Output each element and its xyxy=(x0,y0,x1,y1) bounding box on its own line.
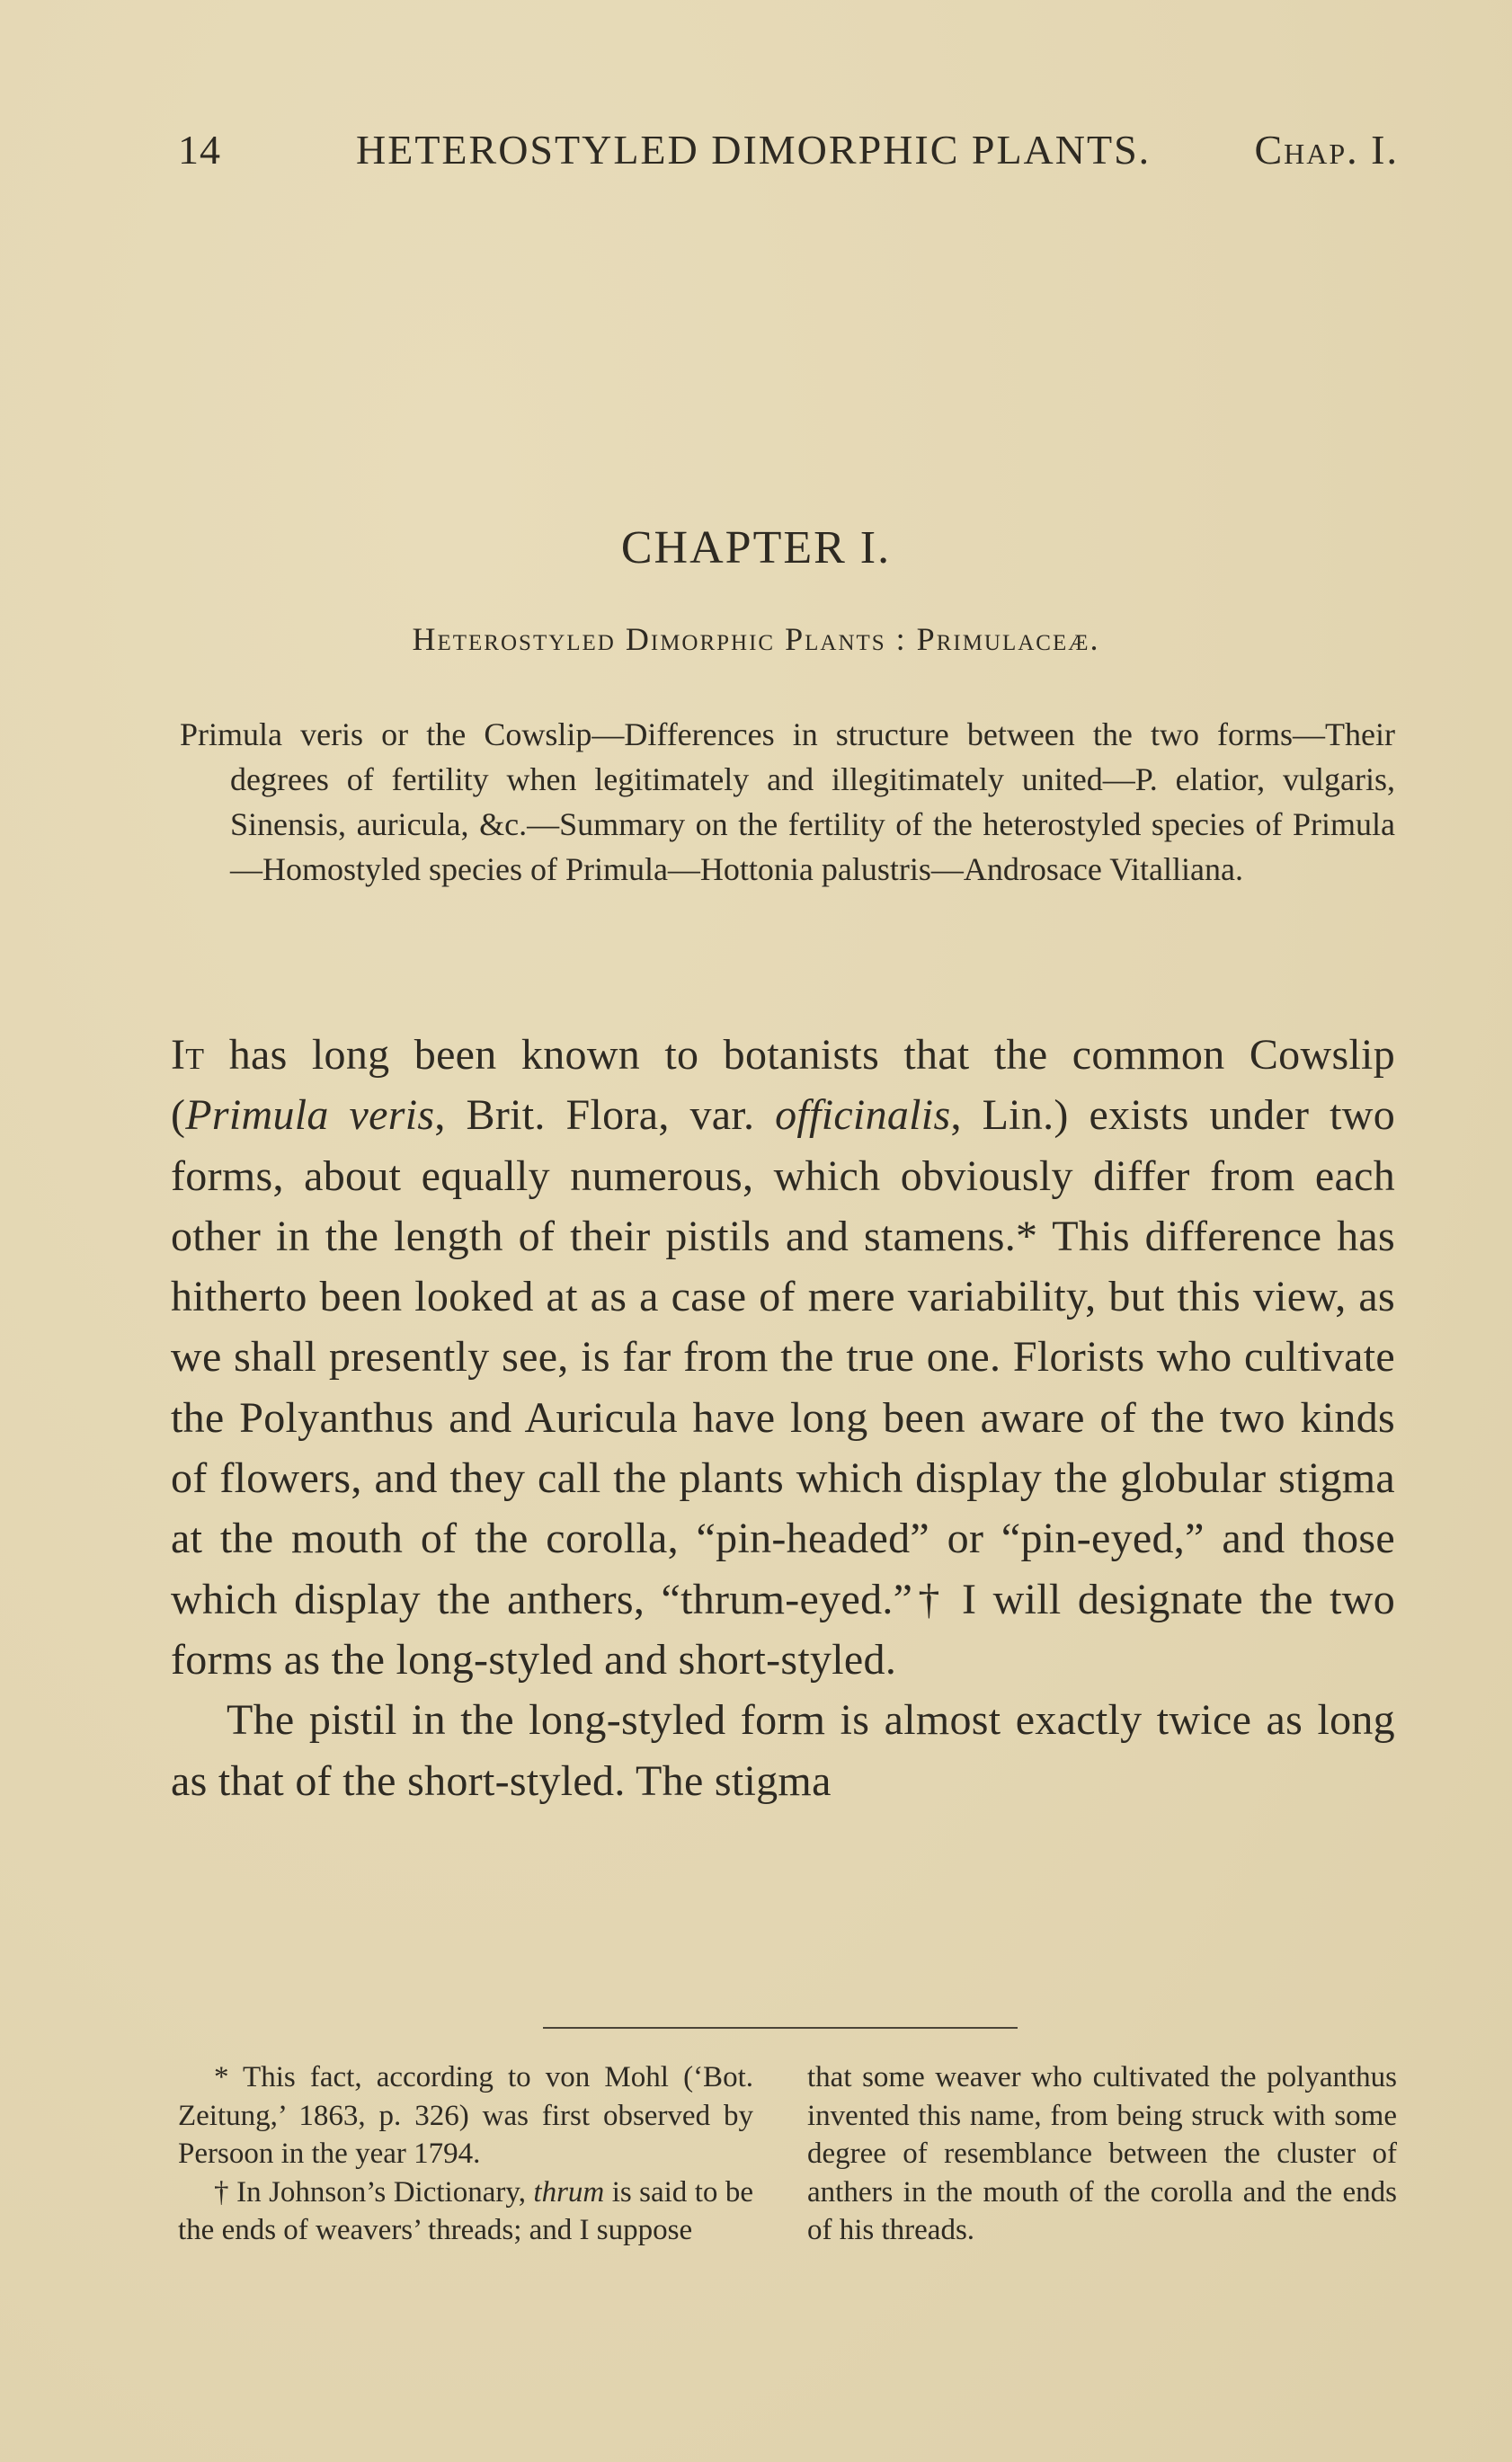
footnote-separator-rule xyxy=(543,2027,1018,2029)
chapter-synopsis: Primula veris or the Cowslip—Differences in structure between the two forms—Their degrees of fertility when legitimately and illegitimately united—P. elatior, vulgaris, Sinensis, auricula, &c.—Summary on the fertility of the heterostyled species of Primula—Homostyled species of Primula—Hottonia palustris—Androsace Vitalliana. xyxy=(180,716,1395,887)
italic-variety-name: officinalis xyxy=(775,1091,951,1140)
text-run: , Brit. Flora, var. xyxy=(434,1091,776,1140)
text-run: , Lin.) exists under two forms, about equally numerous, which obviously differ from each other in the length of their pistils and stamens.* This difference has hitherto been looked at as a case of mere variability, but this view, as we shall presently see, is far from the true one. Florists who cultivate the Polyanthus and Auricula have long been aware of the two kinds of flowers, and they call the plants which display the globular stigma at the mouth of the corolla, “pin-headed” or “pin-eyed,” and those which display the anthers, “thrum-eyed.”† I will designate the two forms as the long-styled and short-styled. xyxy=(171,1091,1396,1684)
footnote-text: This fact, according to von Mohl (‘Bot. Zeitung,’ 1863, p. 326) was first observed by Persoon in the year 1794. xyxy=(178,2061,753,2170)
running-head-chapter: Chap. I. xyxy=(1254,127,1399,173)
footnotes-right-column xyxy=(807,2058,1397,2250)
footnote-marker-dagger: † xyxy=(214,2175,229,2209)
footnotes-left-column xyxy=(178,2058,753,2250)
running-head-title: HETEROSTYLED DIMORPHIC PLANTS. xyxy=(356,127,1152,173)
chapter-subtitle: Heterostyled Dimorphic Plants : Primulaceæ. xyxy=(412,621,1100,657)
paragraph-1 xyxy=(171,1025,1395,1690)
footnote-marker-asterisk: * xyxy=(214,2061,229,2093)
footnote-star xyxy=(178,2058,753,2173)
footnote-text: is said to be the ends of weavers’ threads; and I suppose xyxy=(178,2175,754,2246)
footnote-dagger xyxy=(178,2173,753,2250)
running-head xyxy=(178,126,1399,180)
body-text xyxy=(171,1025,1395,1811)
footnote-dagger-continuation: that some weaver who cultivated the polyanthus invented this name, from being struck with some degree of resemblance between the cluster of anthers in the mouth of the corolla and the ends of his threads. xyxy=(807,2061,1397,2246)
page-number: 14 xyxy=(178,127,221,173)
italic-species-name: Primula veris xyxy=(185,1091,435,1140)
chapter-title: CHAPTER I. xyxy=(620,522,892,573)
footnote-text: In Johnson’s Dictionary, xyxy=(228,2175,534,2209)
paragraph-2: The pistil in the long-styled form is almost exactly twice as long as that of the short-styled. The stigma xyxy=(171,1696,1395,1805)
text-run: has long been known to botanists that the common Cowslip ( xyxy=(171,1031,1395,1140)
lead-word: It xyxy=(171,1031,205,1079)
footnote-italic-term: thrum xyxy=(533,2175,605,2209)
